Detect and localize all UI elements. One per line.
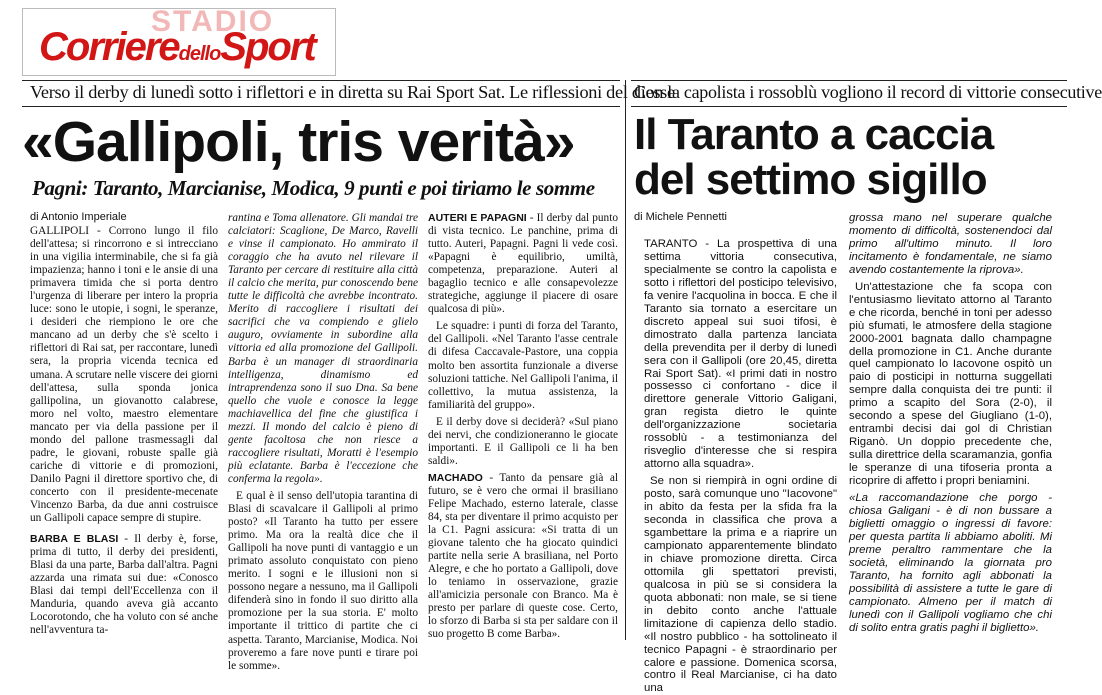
left-col2-paragraph: rantina e Toma allenatore. Gli mandai tre calciatori: Scaglione, De Marco, Ravelli e vinse il campionato. Ho ammirato il coraggio che ha avuto nel rilevare il Taranto per cercare di restituire alla città il calcio che merita, pur conoscendo bene tutte le difficoltà che avrebbe incontrato. Merito di raccogliere i risultati dei sacrifici che va compiendo e glielo auguro, ovviamente in subordine alla vittoria ed alla promozione del Gallipoli. Barba è un manager di straordinaria intelligenza, dinamismo ed intraprendenza sono il suo Dna. Sa bene quello che vuole e conosce la legge machiavellica del fine che giustifica i mezzi. Il mondo del calcio è pieno di gente facoltosa che non riesce a raccogliere risultati, Moratti è l'esempio più eclatante. Barba è l'eccezione che conferma la regola».: [228, 212, 418, 485]
left-col1-lead: BARBA E BLASI: [30, 533, 119, 546]
right-kicker: Con la capolista i rossoblù vogliono il record di vittorie consecutive: [634, 82, 1102, 102]
newspaper-logo: [39, 25, 315, 70]
right-kicker-bottom-rule: [631, 106, 1067, 107]
right-headline-line-2: del settimo sigillo: [634, 155, 987, 204]
right-col2-paragraph-2: Un'attestazione che fa scopa con l'entusiasmo lievitato attorno al Taranto e che ricorda, benché in toni per adesso più sfumati, le atmosfere della stagione 2000-2001 bagnata dallo champagne della promozione in C1. Anche durante quel campionato lo Iacovone ospitò un paio di posticipi in notturna suggellati sempre dalla conquista dei tre punti: il primo a scapito del Sora (2-0), il secondo a spese del Giugliano (1-0), entrambi decisi dai gol di Christian Riganò. Un doppio precedente che, sulla direttrice della scaramanzia, gonfia le speranze di una tifoseria pronta a ricoprire di affetto i propri beniamini.: [849, 280, 1052, 488]
left-kicker-bottom-rule: [22, 106, 620, 107]
left-kicker: Verso il derby di lunedì sotto i riflettori e in diretta su Rai Sport Sat. Le riflessioni del diesse: [30, 82, 675, 102]
left-col1-paragraph: GALLIPOLI - Corrono lungo il filo dell'attesa; si rincorrono e si intrecciano in una vigilia interminabile, che si fa già impazienza; hanno i toni e le ansie di una primavera timida che si porta dentro l'urgenza di liberare per intero la propria luce: sono le utopie, i sogni, le speranze, i desideri che riempiono le ore che mancano ad un derby che s'è scelto i riflettori di Rai sat, per raccontare, lunedì sera, la propria vicenda tecnica ed umana. A scrutare nelle viscere dei giorni dell'attesa, sulla sponda jonica gallipolina, un giovanotto calabrese, moro nel volto, maestro elementare mancato per via della passione per il mondo del pallone trasmessagli dal padre, le giovani, robuste spalle già cariche di vittorie e di promozioni, Danilo Pagni il direttore sportivo che, di concerto con il presidente-mecenate Vincenzo Barba, da due anni costruisce un Gallipoli capace sempre di stupire.: [30, 225, 218, 525]
right-kicker-top-rule: [631, 80, 1067, 81]
left-article-column-1: [30, 225, 218, 640]
left-col3-body-2: - Tanto da pensare già al futuro, se è vero che ormai il brasiliano Felipe Machado, esterno laterale, classe 84, sta per diventare il primo acquisto per la C1. Pagni assicura: «Si tratta di un giovane talento che ha giocato quindici partite nella serie A brasiliana, nel Porto Alegre, e che ho portato a Gallipoli, dove lo teniamo in osservazione, grazie all'amicizia personale con Branco. Ma è presto per parlare di queste cose. Certo, lo sforzo di Barba si sta per saldare con il suo progetto B come Barba».: [428, 471, 618, 641]
right-col1-paragraph: TARANTO - La prospettiva di una settima vittoria consecutiva, specialmente se contro la capolista e sotto i riflettori del posticipo televisivo, fa venire l'acquolina in bocca. E che il Taranto sia tornato a esercitare un discreto appeal sui suoi tifosi, è dimostrato dalla partenza lanciata della prevendita per il derby di lunedì sera con il Gallipoli (ore 20,45, diretta Rai Sport Sat). «I primi dati in nostro possesso ci confortano - dice il direttore generale Vittorio Galigani, gran regista dietro le quinte dell'organizzazione societaria rossoblù - a testimonianza del risveglio d'interesse che si respira attorno alla squadra».: [644, 238, 837, 471]
left-col3-lead-2: MACHADO: [428, 471, 483, 484]
left-byline: di Antonio Imperiale: [30, 211, 127, 223]
left-article-column-2: [228, 212, 418, 672]
article-divider: [625, 80, 626, 640]
left-headline: «Gallipoli, tris verità»: [22, 110, 575, 174]
newspaper-masthead: [22, 5, 336, 76]
left-kicker-top-rule: [22, 80, 620, 81]
right-col1-paragraph-2: Se non si riempirà in ogni ordine di posto, sarà comunque uno "Iacovone" in abito da festa per la sfida fra la seconda in classifica che prova a sgambettare la prima e a riaprire un campionato apparentemente blindato in chiave promozione diretta. Circa ottomila gli spettatori previsti, qualcosa in più se si considera la quota abbonati: non male, se si tiene in debito conto anche l'attuale limitazione di capienza dello stadio. «Il nostro pubblico - ha sottolineato il tecnico Papagni - è straordinario per calore e passione. Domenica scorsa, contro il Real Marcianise, ci ha dato una: [644, 475, 837, 695]
right-col2-paragraph: grossa mano nel superare qualche momento di difficoltà, sostenendoci dal primo all'ultimo minuto. Il loro incitamento è fondamentale, ne siamo avendo costantemente la riprova».: [849, 212, 1052, 276]
left-col3-paragraph: [428, 212, 618, 316]
left-col1-body: - Il derby è, forse, prima di tutto, il derby dei presidenti, Blasi da una parte, Barba dall'altra. Pagni azzarda una rimata sui due: «Conosco Blasi dai tempi dell'Eccellenza con il Manduria, quando aveva già accanto Locorotondo, che ha voluto con sé anche nell'avventura ta-: [30, 533, 218, 637]
left-col3-paragraph-2: Le squadre: i punti di forza del Taranto, del Gallipoli. «Nel Taranto l'asse centrale di difesa Caccavale-Pastore, una coppia molto ben assortita funzionale a diverse soluzioni tattiche. Nel Gallipoli l'anima, il collettivo, la mutua assistenza, la familiarità del gruppo».: [428, 320, 618, 411]
right-headline-line-1: Il Taranto a caccia: [634, 110, 994, 159]
left-col3-body: - Il derby dal punto di vista tecnico. Le panchine, prima di tutto. Auteri, Papagni. Pagni li vede così. «Papagni è equilibrio, umiltà, competenza, preparazione. Auteri al bagaglio tecnico e alle consapevolezze strategiche, aggiunge il piacere di osare qualcosa di più».: [428, 212, 618, 316]
right-byline: di Michele Pennetti: [634, 211, 727, 223]
left-subhead: Pagni: Taranto, Marcianise, Modica, 9 punti e poi tiriamo le somme: [32, 176, 595, 200]
right-col2-paragraph-3: «La raccomandazione che porgo - chiosa Galigani - è di non bussare a biglietti omaggio o ingressi di favore: per questa partita li abbiamo aboliti. Mi preme peraltro rammentare che la società, eliminando la giornata pro Taranto, ha fornito agli abbonati la possibilità di assistere a tutte le gare di campionato. Almeno per il match di lunedì con il Gallipoli vogliamo che chi di solito entra gratis paghi il biglietto».: [849, 492, 1052, 634]
logo-word-dello: dello: [178, 43, 221, 65]
logo-word-corriere: Corriere: [39, 25, 179, 69]
left-col1-paragraph-2: [30, 533, 218, 637]
logo-word-sport: Sport: [220, 25, 315, 69]
left-article-column-3: [428, 212, 618, 640]
left-col3-paragraph-4: [428, 472, 618, 642]
masthead-watermark: STADIO: [151, 5, 275, 38]
left-col2-paragraph-2: E qual è il senso dell'utopia tarantina di Blasi di scavalcare il Gallipoli al primo posto? «Il Taranto ha tutto per essere primo. Ma ora la realtà dice che il Gallipoli ha nove punti di vantaggio e un primato assoluto conquistato con pieno merito. I sogni e le illusioni non si possono negare a nessuno, ma il Gallipoli difenderà sino in fondo il suo diritto alla promozione per la sua storia. E' molto importante il trittico di partite che ci aspetta. Taranto, Marcianise, Modica. Noi proveremo a fare nove punti e tirare poi le somme».: [228, 489, 418, 672]
left-col3-lead: AUTERI E PAPAGNI: [428, 212, 527, 224]
right-article-column-2: [849, 212, 1052, 640]
right-article-column-1: [644, 238, 837, 695]
left-col3-paragraph-3: E il derby dove si deciderà? «Sul piano dei nervi, che condizioneranno le giocate importanti. E il Gallipoli ce li ha ben saldi».: [428, 415, 618, 467]
